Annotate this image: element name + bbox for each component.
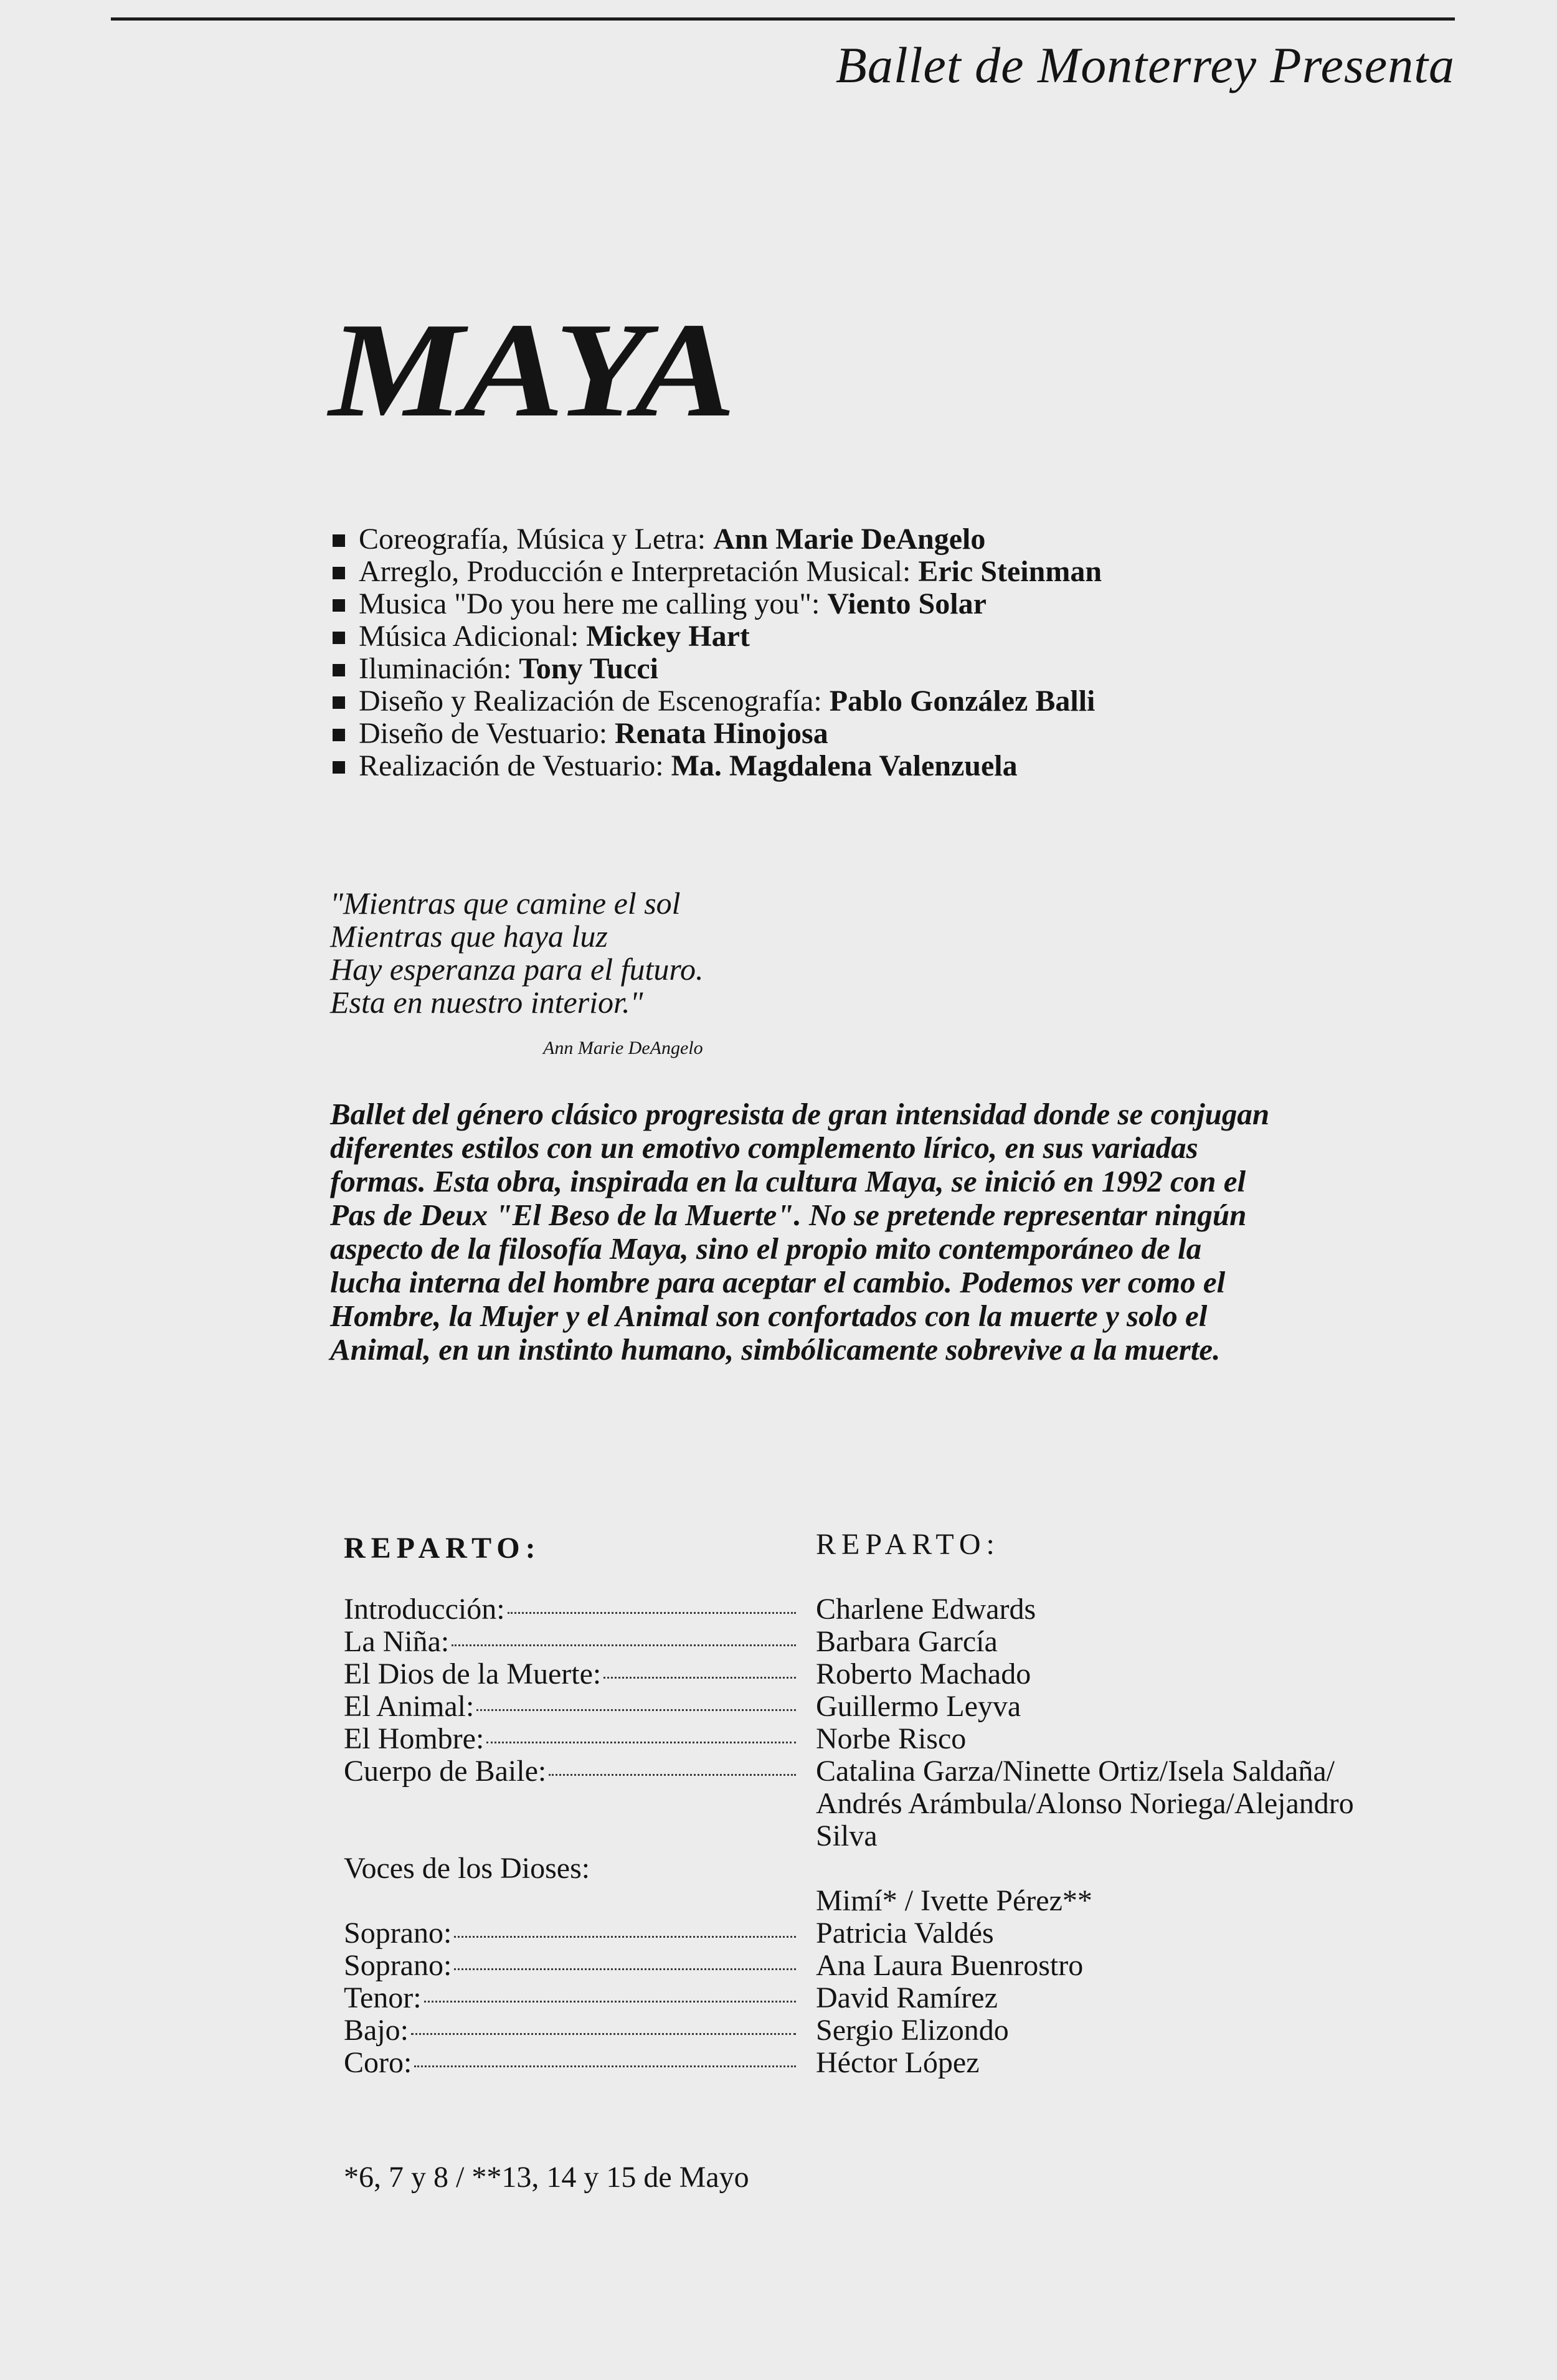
dot-leader (476, 1709, 796, 1711)
credit-role: Musica "Do you here me calling you": (359, 587, 820, 620)
actor-name: Andrés Arámbula/Alonso Noriega/Alejandro (816, 1787, 1354, 1820)
description-line: formas. Esta obra, inspirada en la cultura Maya, se inició en 1992 con el (330, 1164, 1246, 1198)
credit-role: Arreglo, Producción e Interpretación Musical: (359, 555, 911, 588)
cast-actors-column (816, 1593, 1501, 2079)
square-bullet-icon (333, 632, 345, 644)
dot-leader (549, 1774, 796, 1776)
voice-role-row (344, 2047, 798, 2079)
description-line: diferentes estilos con un emotivo complemento lírico, en sus variadas (330, 1131, 1198, 1165)
voice-actor-name: Sergio Elizondo (816, 2014, 1009, 2047)
square-bullet-icon (333, 696, 345, 709)
quote-author: Ann Marie DeAngelo (543, 1038, 703, 1058)
presenter-heading: Ballet de Monterrey Presenta (835, 37, 1455, 93)
voice-role-label: Soprano: (344, 1917, 452, 1950)
voice-role-label: Tenor: (344, 1981, 422, 2014)
role-label: La Niña: (344, 1625, 450, 1658)
voice-role-label: Soprano: (344, 1949, 452, 1982)
voice-lead: Mimí* / Ivette Pérez** (816, 1884, 1092, 1917)
role-label: Cuerpo de Baile: (344, 1755, 547, 1788)
actor-name: Roberto Machado (816, 1657, 1031, 1690)
credit-item (333, 653, 1516, 685)
cast-heading-left: REPARTO: (344, 1532, 541, 1565)
description-line: aspecto de la filosofía Maya, sino el propio mito contemporáneo de la (330, 1231, 1202, 1266)
voice-role-row (344, 1917, 798, 1950)
credit-role: Coreografía, Música y Letra: (359, 523, 706, 556)
credit-item (333, 750, 1516, 782)
description-line: Hombre, la Mujer y el Animal son confortados con la muerte y solo el (330, 1299, 1208, 1333)
credit-item (333, 588, 1516, 620)
credit-role: Música Adicional: (359, 620, 579, 653)
quote-line: Esta en nuestro interior." (330, 985, 643, 1020)
role-row (344, 1723, 798, 1755)
role-row (344, 1690, 798, 1723)
credit-role: Iluminación: (359, 652, 512, 685)
voice-actor-name: Patricia Valdés (816, 1917, 994, 1950)
actor-name: Silva (816, 1819, 878, 1852)
square-bullet-icon (333, 599, 345, 612)
actor-name: Catalina Garza/Ninette Ortiz/Isela Saldaña/ (816, 1755, 1335, 1788)
credit-item (333, 620, 1516, 653)
voice-role-row (344, 1950, 798, 1982)
cast-roles-column (344, 1593, 798, 2079)
credit-name: Ann Marie DeAngelo (713, 523, 986, 556)
role-label: Introducción: (344, 1593, 505, 1626)
quote-line: Hay esperanza para el futuro. (330, 952, 704, 987)
square-bullet-icon (333, 664, 345, 676)
dot-leader (486, 1742, 796, 1743)
role-row (344, 1755, 798, 1788)
credit-role: Realización de Vestuario: (359, 749, 664, 782)
description-line: Ballet del género clásico progresista de gran intensidad donde se conjugan (330, 1097, 1270, 1131)
actor-name: Barbara García (816, 1625, 998, 1658)
date-footnote: *6, 7 y 8 / **13, 14 y 15 de Mayo (344, 2161, 749, 2194)
credits-list (333, 523, 1516, 782)
description-line: Animal, en un instinto humano, simbólicamente sobrevive a la muerte. (330, 1332, 1221, 1367)
voice-role-label: Coro: (344, 2046, 412, 2079)
role-row (344, 1593, 798, 1626)
credit-name: Viento Solar (827, 587, 987, 620)
credit-role: Diseño de Vestuario: (359, 717, 608, 750)
dot-leader (454, 1968, 796, 1970)
top-rule (111, 17, 1455, 21)
credit-role: Diseño y Realización de Escenografía: (359, 685, 822, 718)
square-bullet-icon (333, 729, 345, 741)
credit-name: Tony Tucci (519, 652, 658, 685)
cast-heading-right: REPARTO: (816, 1528, 1000, 1561)
voices-heading: Voces de los Dioses: (344, 1852, 590, 1885)
description-paragraph (330, 1098, 1470, 1367)
spacer-row (816, 1852, 1501, 1885)
dot-leader (603, 1677, 796, 1679)
square-bullet-icon (333, 534, 345, 547)
quote-line: "Mientras que camine el sol (330, 886, 681, 921)
spacer-row (344, 1885, 798, 1917)
role-label: El Dios de la Muerte: (344, 1657, 602, 1690)
spacer-row (344, 1788, 798, 1820)
voice-actor-name: David Ramírez (816, 1981, 998, 2014)
credit-item (333, 523, 1516, 556)
dot-leader (454, 1936, 796, 1938)
dot-leader (452, 1644, 796, 1646)
square-bullet-icon (333, 567, 345, 579)
voice-role-row (344, 1982, 798, 2014)
voice-role-label: Bajo: (344, 2014, 409, 2047)
credit-name: Pablo González Balli (829, 685, 1096, 718)
role-label: El Animal: (344, 1690, 475, 1723)
actor-name: Guillermo Leyva (816, 1690, 1021, 1723)
dot-leader (508, 1612, 796, 1614)
credit-item (333, 556, 1516, 588)
dot-leader (424, 2001, 796, 2003)
role-row (344, 1626, 798, 1658)
role-row (344, 1658, 798, 1690)
square-bullet-icon (333, 761, 345, 774)
quote-line: Mientras que haya luz (330, 919, 608, 954)
dot-leader (414, 2065, 796, 2067)
role-label: El Hombre: (344, 1722, 485, 1755)
voice-actor-name: Héctor López (816, 2046, 980, 2079)
credit-name: Mickey Hart (586, 620, 750, 653)
credit-name: Renata Hinojosa (615, 717, 828, 750)
voice-actor-name: Ana Laura Buenrostro (816, 1949, 1084, 1982)
description-line: Pas de Deux "El Beso de la Muerte". No se pretende representar ningún (330, 1198, 1247, 1232)
epigraph-quote (330, 887, 704, 1019)
dot-leader (411, 2033, 796, 2035)
credit-name: Eric Steinman (918, 555, 1102, 588)
actor-name: Norbe Risco (816, 1722, 967, 1755)
actor-name: Charlene Edwards (816, 1593, 1036, 1626)
description-line: lucha interna del hombre para aceptar el cambio. Podemos ver como el (330, 1265, 1226, 1299)
voice-role-row (344, 2014, 798, 2047)
credit-name: Ma. Magdalena Valenzuela (671, 749, 1018, 782)
credit-item (333, 718, 1516, 750)
spacer-row (344, 1820, 798, 1852)
page-title: MAYA (329, 295, 735, 445)
credit-item (333, 685, 1516, 718)
